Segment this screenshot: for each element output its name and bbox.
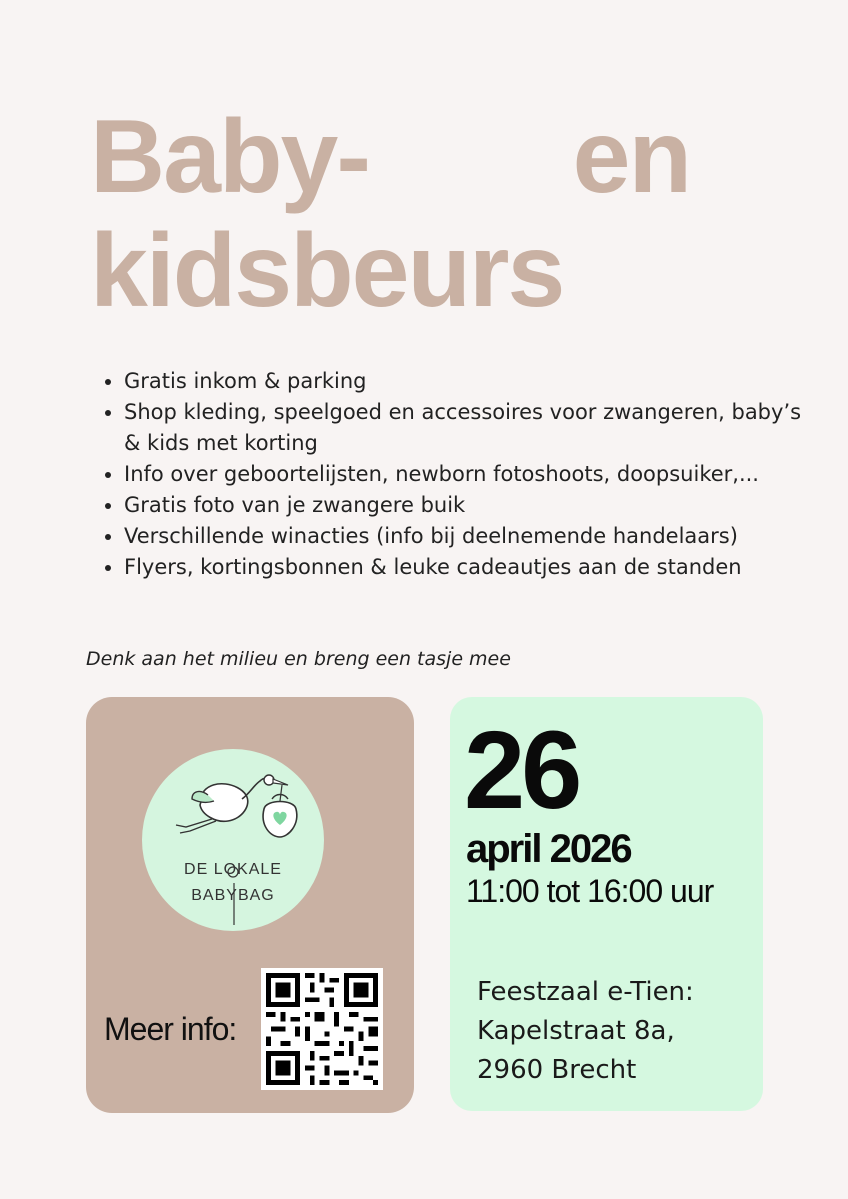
logo-text-line1: DE LOKALE [184, 861, 282, 878]
environment-note: Denk aan het milieu en breng een tasje mee [86, 648, 511, 670]
page-title [90, 100, 730, 328]
feature-list [100, 366, 814, 583]
event-day: 26 [464, 709, 579, 832]
venue-name: Feestzaal e-Tien: [477, 977, 694, 1007]
logo-text-line2: BABYBAG [191, 887, 275, 904]
list-item: • Gratis foto van je zwangere buik [124, 490, 814, 521]
qr-code[interactable] [261, 968, 383, 1090]
info-card [86, 697, 414, 1113]
venue-city: 2960 Brecht [477, 1055, 637, 1085]
qr-code-icon [261, 968, 383, 1090]
list-item: • Gratis inkom & parking [124, 366, 814, 397]
list-item: • Shop kleding, speelgoed en accessoires voor zwangeren, baby’s & kids met korting [124, 397, 814, 459]
list-item: • Flyers, kortingsbonnen & leuke cadeautjes aan de standen [124, 552, 814, 583]
title-word-en: en [572, 99, 690, 215]
venue-address [477, 973, 694, 1090]
venue-street: Kapelstraat 8a, [477, 1016, 675, 1046]
event-card [450, 697, 763, 1111]
event-time: 11:00 tot 16:00 uur [466, 873, 714, 909]
more-info-label: Meer info: [104, 1011, 237, 1047]
logo [142, 749, 324, 931]
title-word-kidsbeurs: kidsbeurs [90, 213, 564, 329]
list-item: • Info over geboortelijsten, newborn fotoshoots, doopsuiker,... [124, 459, 814, 490]
event-month-year: april 2026 [466, 827, 631, 871]
list-item: • Verschillende winacties (info bij deelnemende handelaars) [124, 521, 814, 552]
title-word-baby: Baby- [90, 99, 369, 215]
